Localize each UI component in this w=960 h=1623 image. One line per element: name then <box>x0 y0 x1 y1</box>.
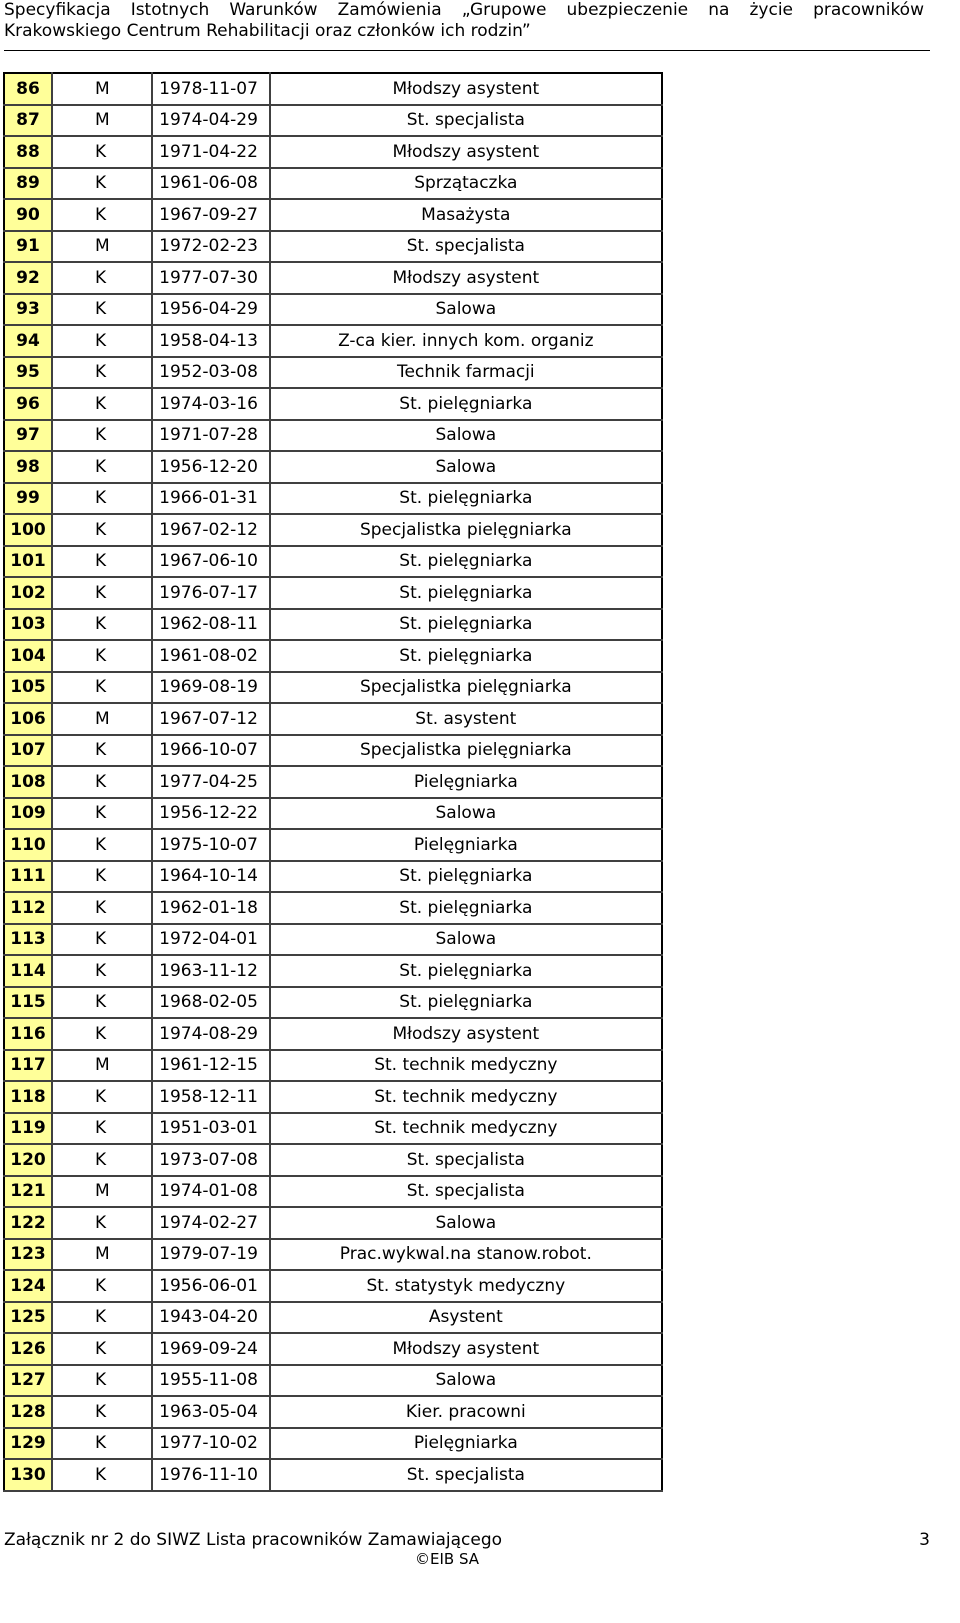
employee-birth-date: 1961-06-08 <box>152 168 270 200</box>
employee-sex: K <box>52 1207 152 1239</box>
employee-sex: K <box>52 640 152 672</box>
employee-number: 98 <box>4 451 52 483</box>
table-row <box>4 136 662 168</box>
employee-number: 86 <box>4 73 52 105</box>
employee-birth-date: 1963-05-04 <box>152 1396 270 1428</box>
employee-position: Salowa <box>270 924 662 956</box>
employee-number: 122 <box>4 1207 52 1239</box>
employee-number: 114 <box>4 955 52 987</box>
employee-number: 129 <box>4 1428 52 1460</box>
table-row <box>4 1428 662 1460</box>
employee-position: Młodszy asystent <box>270 1018 662 1050</box>
employee-sex: K <box>52 1144 152 1176</box>
employee-sex: K <box>52 1302 152 1334</box>
employee-number: 88 <box>4 136 52 168</box>
employee-position: Prac.wykwal.na stanow.robot. <box>270 1239 662 1271</box>
employee-sex: K <box>52 199 152 231</box>
employee-number: 89 <box>4 168 52 200</box>
employee-position: St. pielęgniarka <box>270 609 662 641</box>
employee-sex: K <box>52 1428 152 1460</box>
employee-sex: M <box>52 1050 152 1082</box>
employee-birth-date: 1966-10-07 <box>152 735 270 767</box>
employee-sex: K <box>52 892 152 924</box>
employee-number: 103 <box>4 609 52 641</box>
employee-number: 96 <box>4 388 52 420</box>
table-row <box>4 672 662 704</box>
employee-position: Salowa <box>270 798 662 830</box>
employee-birth-date: 1951-03-01 <box>152 1113 270 1145</box>
employee-number: 101 <box>4 546 52 578</box>
employee-position: St. pielęgniarka <box>270 483 662 515</box>
employee-number: 99 <box>4 483 52 515</box>
employee-position: Pielęgniarka <box>270 766 662 798</box>
employee-sex: M <box>52 1176 152 1208</box>
table-row <box>4 1081 662 1113</box>
table-row <box>4 861 662 893</box>
employee-position: Sprzątaczka <box>270 168 662 200</box>
employee-number: 93 <box>4 294 52 326</box>
header-word: pracowników <box>813 0 924 20</box>
employee-birth-date: 1969-08-19 <box>152 672 270 704</box>
employee-number: 116 <box>4 1018 52 1050</box>
employee-sex: K <box>52 1459 152 1491</box>
employee-birth-date: 1943-04-20 <box>152 1302 270 1334</box>
employee-position: St. statystyk medyczny <box>270 1270 662 1302</box>
table-row <box>4 357 662 389</box>
employee-position: St. specjalista <box>270 1459 662 1491</box>
employee-number: 87 <box>4 105 52 137</box>
employee-birth-date: 1956-12-22 <box>152 798 270 830</box>
employee-position: St. pielęgniarka <box>270 987 662 1019</box>
employee-position: Specjalistka pielęgniarka <box>270 735 662 767</box>
employee-position: Młodszy asystent <box>270 1333 662 1365</box>
employee-position: Kier. pracowni <box>270 1396 662 1428</box>
table-row <box>4 1113 662 1145</box>
employee-sex: K <box>52 483 152 515</box>
employee-number: 106 <box>4 703 52 735</box>
employee-birth-date: 1969-09-24 <box>152 1333 270 1365</box>
employee-birth-date: 1974-04-29 <box>152 105 270 137</box>
employee-sex: K <box>52 514 152 546</box>
table-row <box>4 1270 662 1302</box>
table-row <box>4 1302 662 1334</box>
employee-sex: K <box>52 766 152 798</box>
table-row <box>4 1144 662 1176</box>
header-word: Zamówienia <box>337 0 442 20</box>
employee-number: 120 <box>4 1144 52 1176</box>
table-row <box>4 892 662 924</box>
employee-position: St. technik medyczny <box>270 1113 662 1145</box>
employee-number: 117 <box>4 1050 52 1082</box>
employee-sex: M <box>52 703 152 735</box>
employee-position: Salowa <box>270 1365 662 1397</box>
employee-number: 119 <box>4 1113 52 1145</box>
table-row <box>4 829 662 861</box>
employee-sex: K <box>52 294 152 326</box>
employee-birth-date: 1974-08-29 <box>152 1018 270 1050</box>
employee-birth-date: 1958-04-13 <box>152 325 270 357</box>
table-row <box>4 73 662 105</box>
employee-number: 118 <box>4 1081 52 1113</box>
table-row <box>4 987 662 1019</box>
employee-birth-date: 1964-10-14 <box>152 861 270 893</box>
employee-number: 127 <box>4 1365 52 1397</box>
employee-birth-date: 1967-02-12 <box>152 514 270 546</box>
employee-sex: K <box>52 798 152 830</box>
table-row <box>4 640 662 672</box>
table-row <box>4 168 662 200</box>
employee-number: 111 <box>4 861 52 893</box>
employee-birth-date: 1967-09-27 <box>152 199 270 231</box>
table-row <box>4 199 662 231</box>
table-row <box>4 294 662 326</box>
employee-birth-date: 1961-08-02 <box>152 640 270 672</box>
employee-position: St. specjalista <box>270 1144 662 1176</box>
employee-position: Specjalistka pielęgniarka <box>270 672 662 704</box>
employee-number: 100 <box>4 514 52 546</box>
header-word: „Grupowe <box>461 0 547 20</box>
employee-sex: K <box>52 861 152 893</box>
employee-sex: K <box>52 829 152 861</box>
employee-sex: K <box>52 577 152 609</box>
header-word: Istotnych <box>130 0 210 20</box>
employee-position: Młodszy asystent <box>270 262 662 294</box>
employee-sex: M <box>52 1239 152 1271</box>
employee-position: Młodszy asystent <box>270 136 662 168</box>
table-row <box>4 1176 662 1208</box>
employee-position: Salowa <box>270 294 662 326</box>
footer-attachment-label: Załącznik nr 2 do SIWZ Lista pracowników Zamawiającego <box>4 1530 503 1550</box>
table-row <box>4 546 662 578</box>
employee-position: St. specjalista <box>270 105 662 137</box>
employee-number: 125 <box>4 1302 52 1334</box>
employee-sex: M <box>52 231 152 263</box>
employee-number: 108 <box>4 766 52 798</box>
employee-birth-date: 1967-06-10 <box>152 546 270 578</box>
employee-position: Salowa <box>270 1207 662 1239</box>
header-divider <box>4 50 930 51</box>
employee-number: 105 <box>4 672 52 704</box>
employee-birth-date: 1967-07-12 <box>152 703 270 735</box>
employee-birth-date: 1963-11-12 <box>152 955 270 987</box>
employee-birth-date: 1974-02-27 <box>152 1207 270 1239</box>
employee-birth-date: 1972-04-01 <box>152 924 270 956</box>
employee-sex: K <box>52 546 152 578</box>
employee-number: 113 <box>4 924 52 956</box>
table-row <box>4 1333 662 1365</box>
table-row <box>4 483 662 515</box>
employee-position: St. pielęgniarka <box>270 892 662 924</box>
employee-position: St. technik medyczny <box>270 1050 662 1082</box>
header-word: życie <box>749 0 794 20</box>
employee-number: 126 <box>4 1333 52 1365</box>
employee-sex: K <box>52 168 152 200</box>
table-row <box>4 231 662 263</box>
table-row <box>4 1050 662 1082</box>
employee-position: Pielęgniarka <box>270 1428 662 1460</box>
employee-position: St. pielęgniarka <box>270 861 662 893</box>
table-row <box>4 703 662 735</box>
employee-birth-date: 1971-04-22 <box>152 136 270 168</box>
employee-position: Specjalistka pielęgniarka <box>270 514 662 546</box>
employee-birth-date: 1974-01-08 <box>152 1176 270 1208</box>
employee-sex: K <box>52 924 152 956</box>
table-row <box>4 924 662 956</box>
employee-birth-date: 1979-07-19 <box>152 1239 270 1271</box>
table-row <box>4 420 662 452</box>
employee-number: 110 <box>4 829 52 861</box>
employee-number: 115 <box>4 987 52 1019</box>
employee-position: Salowa <box>270 420 662 452</box>
table-row <box>4 1459 662 1491</box>
footer-line <box>4 1530 930 1550</box>
table-row <box>4 451 662 483</box>
header-title-line-1 <box>4 0 924 21</box>
employee-sex: M <box>52 73 152 105</box>
employee-sex: K <box>52 955 152 987</box>
employee-position: St. specjalista <box>270 1176 662 1208</box>
employee-birth-date: 1956-04-29 <box>152 294 270 326</box>
table-row <box>4 262 662 294</box>
employee-sex: K <box>52 987 152 1019</box>
table-row <box>4 325 662 357</box>
employee-position: Pielęgniarka <box>270 829 662 861</box>
employee-position: Masażysta <box>270 199 662 231</box>
employee-sex: K <box>52 262 152 294</box>
employee-sex: K <box>52 735 152 767</box>
employee-position: St. technik medyczny <box>270 1081 662 1113</box>
employee-number: 97 <box>4 420 52 452</box>
employee-number: 128 <box>4 1396 52 1428</box>
employee-position: St. pielęgniarka <box>270 388 662 420</box>
employee-birth-date: 1973-07-08 <box>152 1144 270 1176</box>
table-row <box>4 388 662 420</box>
employee-sex: K <box>52 609 152 641</box>
table-row <box>4 105 662 137</box>
employee-position: Asystent <box>270 1302 662 1334</box>
employee-birth-date: 1972-02-23 <box>152 231 270 263</box>
table-row <box>4 577 662 609</box>
employee-number: 121 <box>4 1176 52 1208</box>
employee-birth-date: 1958-12-11 <box>152 1081 270 1113</box>
employee-birth-date: 1976-11-10 <box>152 1459 270 1491</box>
employee-birth-date: 1974-03-16 <box>152 388 270 420</box>
employee-number: 104 <box>4 640 52 672</box>
employee-sex: M <box>52 105 152 137</box>
employee-table <box>3 72 663 1492</box>
employee-number: 91 <box>4 231 52 263</box>
table-row <box>4 798 662 830</box>
employee-sex: K <box>52 451 152 483</box>
table-row <box>4 609 662 641</box>
employee-position: Salowa <box>270 451 662 483</box>
employee-sex: K <box>52 1081 152 1113</box>
page-footer <box>4 1530 930 1569</box>
header-title-line-2: Krakowskiego Centrum Rehabilitacji oraz członków ich rodzin” <box>4 21 531 41</box>
employee-position: St. asystent <box>270 703 662 735</box>
employee-position: St. pielęgniarka <box>270 577 662 609</box>
employee-position: St. pielęgniarka <box>270 955 662 987</box>
employee-sex: K <box>52 136 152 168</box>
employee-number: 92 <box>4 262 52 294</box>
employee-sex: K <box>52 1365 152 1397</box>
employee-birth-date: 1976-07-17 <box>152 577 270 609</box>
employee-birth-date: 1977-04-25 <box>152 766 270 798</box>
employee-position: St. pielęgniarka <box>270 546 662 578</box>
employee-birth-date: 1977-10-02 <box>152 1428 270 1460</box>
page-header <box>4 0 924 42</box>
header-word: ubezpieczenie <box>566 0 689 20</box>
employee-number: 130 <box>4 1459 52 1491</box>
employee-birth-date: 1961-12-15 <box>152 1050 270 1082</box>
table-row <box>4 1396 662 1428</box>
table-row <box>4 766 662 798</box>
table-row <box>4 1018 662 1050</box>
employee-sex: K <box>52 1113 152 1145</box>
employee-number: 90 <box>4 199 52 231</box>
employee-birth-date: 1962-01-18 <box>152 892 270 924</box>
table-row <box>4 1239 662 1271</box>
table-row <box>4 735 662 767</box>
footer-page-number: 3 <box>919 1530 930 1550</box>
employee-position: Z-ca kier. innych kom. organiz <box>270 325 662 357</box>
table-row <box>4 1365 662 1397</box>
employee-number: 94 <box>4 325 52 357</box>
employee-sex: K <box>52 357 152 389</box>
employee-number: 123 <box>4 1239 52 1271</box>
employee-sex: K <box>52 420 152 452</box>
employee-position: St. specjalista <box>270 231 662 263</box>
employee-sex: K <box>52 1396 152 1428</box>
employee-sex: K <box>52 1333 152 1365</box>
employee-birth-date: 1962-08-11 <box>152 609 270 641</box>
employee-birth-date: 1956-06-01 <box>152 1270 270 1302</box>
employee-birth-date: 1971-07-28 <box>152 420 270 452</box>
employee-position: Młodszy asystent <box>270 73 662 105</box>
employee-birth-date: 1966-01-31 <box>152 483 270 515</box>
employee-birth-date: 1968-02-05 <box>152 987 270 1019</box>
employee-table-body <box>4 73 662 1491</box>
header-word: na <box>708 0 730 20</box>
employee-sex: K <box>52 388 152 420</box>
employee-birth-date: 1956-12-20 <box>152 451 270 483</box>
employee-number: 95 <box>4 357 52 389</box>
employee-number: 112 <box>4 892 52 924</box>
employee-position: St. pielęgniarka <box>270 640 662 672</box>
employee-birth-date: 1952-03-08 <box>152 357 270 389</box>
table-row <box>4 1207 662 1239</box>
employee-number: 124 <box>4 1270 52 1302</box>
employee-birth-date: 1978-11-07 <box>152 73 270 105</box>
table-row <box>4 514 662 546</box>
employee-position: Technik farmacji <box>270 357 662 389</box>
employee-sex: K <box>52 1270 152 1302</box>
employee-birth-date: 1975-10-07 <box>152 829 270 861</box>
header-word: Specyfikacja <box>4 0 111 20</box>
employee-birth-date: 1977-07-30 <box>152 262 270 294</box>
employee-sex: K <box>52 325 152 357</box>
footer-copyright: ©EIB SA <box>414 1550 480 1568</box>
header-word: Warunków <box>229 0 318 20</box>
employee-birth-date: 1955-11-08 <box>152 1365 270 1397</box>
employee-number: 107 <box>4 735 52 767</box>
employee-sex: K <box>52 1018 152 1050</box>
employee-sex: K <box>52 672 152 704</box>
table-row <box>4 955 662 987</box>
employee-number: 109 <box>4 798 52 830</box>
employee-number: 102 <box>4 577 52 609</box>
